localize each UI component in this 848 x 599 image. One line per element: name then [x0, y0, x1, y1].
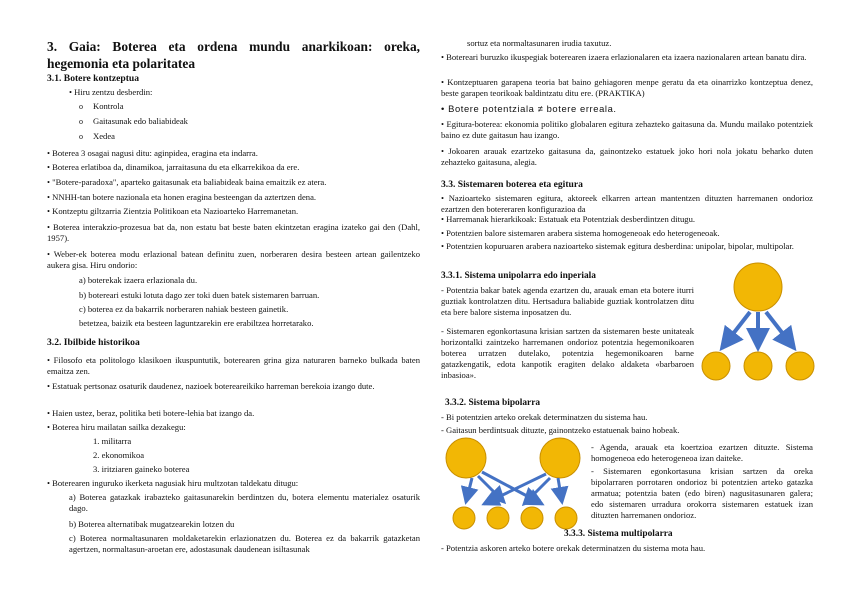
- state-circle: [521, 507, 543, 529]
- power-circle: [446, 438, 486, 478]
- paragraph: • Nazioarteko sistemaren egitura, aktoreek elkarren artean mantentzen dituzten harremanen ondorioz ezartzen den botereraren konfigurazioa da: [441, 193, 813, 214]
- section-3-3-1-heading: 3.3.1. Sistema unipolarra edo inperiala: [441, 271, 596, 281]
- list-item: a) Boterea gatazkak irabazteko gaitasunarekin berdintzen du, botera elementu materialez osaturik dago.: [69, 492, 420, 513]
- paragraph: • Hiru zentzu desberdin:: [69, 87, 153, 97]
- paragraph: • Boterea hiru mailatan sailka dezakegu:: [47, 422, 186, 432]
- list-item: b) botereari estuki lotuta dago zer toki duen batek sistemaren barruan.: [79, 290, 320, 300]
- paragraph: • Boterea erlatiboa da, dinamikoa, jarraitasuna du eta elkarrekikoa da ere.: [47, 162, 300, 172]
- unipolar-diagram: [700, 262, 816, 384]
- bipolar-diagram: [442, 436, 588, 532]
- paragraph: • Estatuak pertsonaz osaturik daudenez, nazioek botereareikiko harreman berekoia izango dute.: [47, 381, 375, 391]
- list-item: 1. militarra: [93, 436, 132, 446]
- arrow: [466, 478, 472, 502]
- paragraph: - Sistemaren egonkortasuna krisian sartzen da sistemaren beste unitateak horizontalki zaintzeko harremanen ondorioz potentzia hegemonikoaren boterea urratzen dutelako, potentzia hegemonikoaren barne gatazkengatik, edota kanpotik eragiten delako aldaketa «barbaroen inbasioa».: [441, 326, 694, 380]
- paragraph: - Potentzia bakar batek agenda ezartzen du, arauak eman eta botere iturri guztiak kontrolatzen ditu. Hertsadura baliabide guztiak kontrolatzen ditu eta bere balore sistema inposatzen du.: [441, 285, 694, 317]
- paragraph: • Kontzeptuaren garapena teoria bat baino gehiagoren menpe geratu da eta oinarrizko kontzeptua denez, beste garapen teorikoak baldintzatu ditu ere. (PRAKTIKA): [441, 77, 813, 98]
- arrow: [722, 312, 750, 348]
- state-circle: [453, 507, 475, 529]
- list-item: c) Boterea normaltasunaren moldaketarekin erlazionatzen du. Boterea ez da bakarrik gatazketan agertzen, normaltasun-aroetan ere, adostasunak daudenean isiltasunak: [69, 533, 420, 554]
- paragraph: • Botereari buruzko ikuspegiak boterearen izaera erlazionalaren eta izaera nazionalaren artean banatu dira.: [441, 52, 807, 62]
- state-circle: [555, 507, 577, 529]
- state-circle: [487, 507, 509, 529]
- state-circle: [702, 352, 730, 380]
- paragraph: • Haien ustez, beraz, politika beti botere-lehia bat izango da.: [47, 408, 255, 418]
- paragraph: - Agenda, arauak eta koertzioa ezartzen dituzte. Sistema homogeneoa edo heterogeneoa izan daiteke.: [591, 442, 813, 463]
- paragraph: • Boterea 3 osagai nagusi ditu: aginpidea, eragina eta indarra.: [47, 148, 258, 158]
- list-item: 3. iritziaren gaineko boterea: [93, 464, 190, 474]
- power-circle: [540, 438, 580, 478]
- arrow: [478, 476, 504, 502]
- paragraph: • Weber-ek boterea modu erlazional batean definitu zuen, norberaren desira besteen artean gailentzeko aukera gisa. Hiru ondorio:: [47, 249, 420, 270]
- hegemon-circle: [734, 263, 782, 311]
- paragraph: - Bi potentzien arteko orekak determinatzen du sistema hau.: [441, 412, 648, 422]
- section-3-1-heading: 3.1. Botere kontzeptua: [47, 73, 140, 84]
- paragraph: • Boterea interakzio-prozesua bat da, non estatu bat beste baten ekintzetan eragina izateko gai den (Dahl, 1957).: [47, 222, 420, 243]
- state-circle: [786, 352, 814, 380]
- paragraph: • NNHH-tan botere nazionala eta honen eragina besteengan da aztertzen dena.: [47, 192, 317, 202]
- page-title: 3. Gaia: Boterea eta ordena mundu anarkikoan: oreka, hegemonia eta polaritatea: [47, 39, 420, 71]
- paragraph: • Jokoaren arauak ezartzeko gaitasuna da, gainontzeko estatuek joko hori nola jokatu beharko duten zehazteko gaitasuna, alegia.: [441, 146, 813, 167]
- state-circle: [744, 352, 772, 380]
- paragraph: • Potentzien kopuruaren arabera nazioarteko sistemak egitura desberdina: unipolar, bipolar, multipolar.: [441, 241, 794, 251]
- arrow: [766, 312, 794, 348]
- list-item: o Xedea: [47, 131, 420, 142]
- list-item: b) Boterea alternatibak mugatzearekin lotzen du: [69, 519, 235, 529]
- section-3-2-heading: 3.2. Ibilbide historikoa: [47, 337, 140, 348]
- paragraph: • Egitura-boterea: ekonomia politiko globalaren egitura zehazteko gaitasuna da. Mundu mailako potentziek baino ez dute gaitasun hau izango.: [441, 119, 813, 140]
- paragraph: • Potentzien balore sistemaren arabera sistema homogeneoak edo heterogeneoak.: [441, 228, 720, 238]
- list-item: c) boterea ez da bakarrik norberaren nahiak besteen gainetik.: [79, 304, 289, 314]
- paragraph: sortuz eta normaltasunaren irudia taxutuz.: [467, 38, 612, 48]
- paragraph: • "Botere-paradoxa", aparteko gaitasunak eta baliabideak baina emaitzik ez atera.: [47, 177, 327, 187]
- list-item: betetzea, baizik eta besteen laguntzarekin ere erabiltzea horretarako.: [79, 318, 314, 328]
- section-3-3-heading: 3.3. Sistemaren boterea eta egitura: [441, 179, 583, 190]
- paragraph: • Filosofo eta politologo klasikoen ikuspuntutik, boterearen grina giza naturaren barneko bulkada baten emaitza zen.: [47, 355, 420, 376]
- paragraph: • Kontzeptu giltzarria Zientzia Politikoan eta Nazioarteko Harremanetan.: [47, 206, 299, 216]
- paragraph: • Boterearen inguruko ikerketa nagusiak hiru multzotan taldekatu ditugu:: [47, 478, 299, 488]
- list-item: o Gaitasunak edo baliabideak: [47, 116, 420, 127]
- list-item: 2. ekonomikoa: [93, 450, 145, 460]
- list-item: a) boterekak izaera erlazionala du.: [79, 275, 198, 285]
- paragraph: - Gaitasun berdintsuak dituzte, gainontzeko estatuenak baino hobeak.: [441, 425, 680, 435]
- paragraph: - Sistemaren egonkortasuna krisian sartzen da oreka bipolarraren porrotaren ondorioz bi potentzien arteko gatazka armatua; potentzia baten (edo biren) nagusitasunaren galera; edo sistemaren urradura orokorra sistemaren estatuek izan dituzten harremanen ondorioz.: [591, 466, 813, 520]
- list-item: o Kontrola: [47, 101, 420, 112]
- paragraph: • Harremanak hierarkikoak: Estatuak eta Potentziak desberdintzen ditugu.: [441, 214, 696, 224]
- section-3-3-3-heading: 3.3.3. Sistema multipolarra: [564, 529, 673, 539]
- paragraph: - Potentzia askoren arteko botere orekak determinatzen du sistema mota hau.: [441, 543, 706, 553]
- section-3-3-2-heading: 3.3.2. Sistema bipolarra: [445, 398, 541, 408]
- paragraph: • Botere potentziala ≠ botere erreala.: [441, 103, 617, 114]
- arrow: [558, 478, 562, 502]
